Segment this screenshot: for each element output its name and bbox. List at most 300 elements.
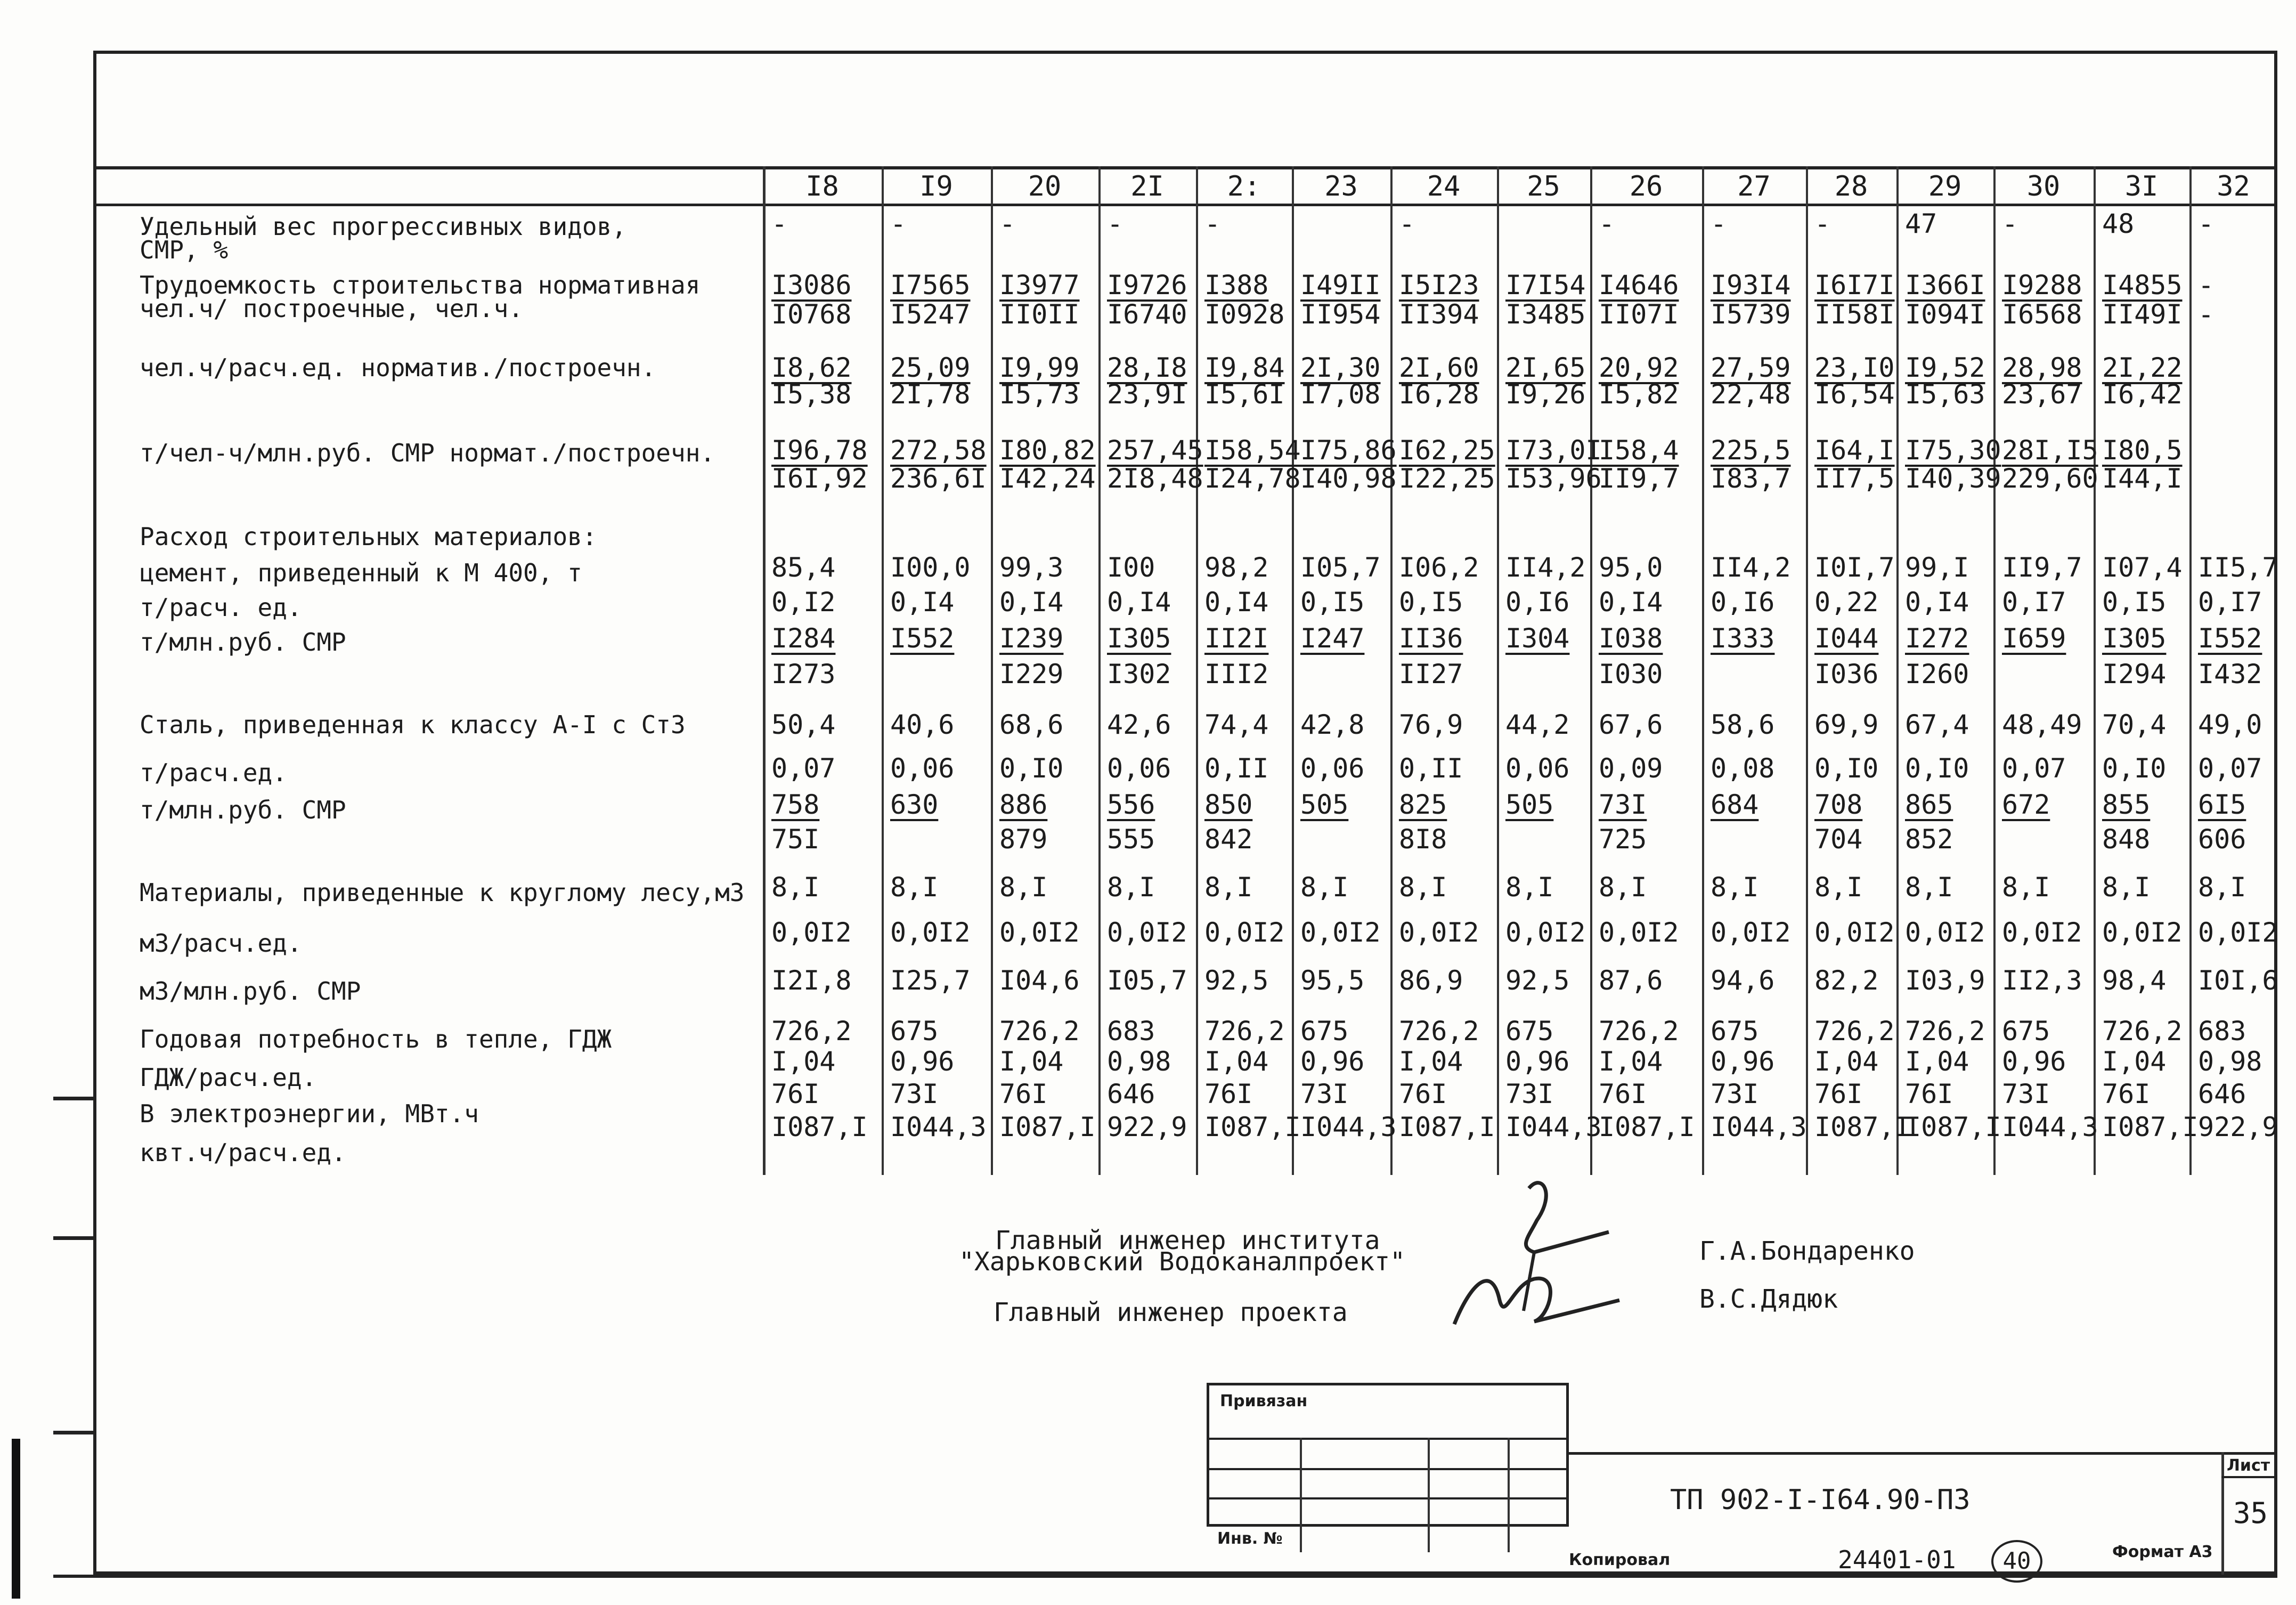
table-cell: I00	[1107, 552, 1155, 583]
table-cell: I305	[2102, 623, 2167, 654]
column-header: I9	[919, 171, 953, 202]
table-cell: I8,62	[771, 352, 852, 383]
table-cell: 23,9I	[1107, 379, 1187, 410]
table-cell: I6,28	[1399, 379, 1479, 410]
table-cell: 675	[1711, 1016, 1759, 1047]
table-cell: I7,08	[1300, 379, 1381, 410]
table-cell: 40,6	[890, 709, 955, 740]
table-cell: 27,59	[1711, 352, 1791, 383]
table-cell: 87,6	[1599, 965, 1663, 996]
table-cell: I038	[1599, 623, 1663, 654]
table-cell: 2I,65	[1505, 352, 1586, 383]
sheet-number: 35	[2233, 1496, 2268, 1530]
table-cell: I58,4	[1599, 435, 1679, 466]
column-border	[1390, 166, 1393, 1175]
table-cell: 92,5	[1505, 965, 1570, 996]
table-cell: 28,98	[2002, 352, 2082, 383]
sheet-cell-border	[2221, 1452, 2224, 1575]
table-cell: I5,6I	[1204, 379, 1285, 410]
column-header: 23	[1324, 171, 1358, 202]
table-cell: I24,78	[1204, 463, 1301, 494]
column-border	[2189, 166, 2192, 1175]
table-cell: I388	[1204, 270, 1269, 301]
table-cell: II27	[1399, 659, 1463, 690]
table-cell: I,04	[1399, 1046, 1463, 1077]
table-cell: 73I	[890, 1079, 939, 1109]
table-cell: 44,2	[1505, 709, 1570, 740]
table-cell: 25,09	[890, 352, 971, 383]
table-cell: I03,9	[1905, 965, 1985, 996]
table-cell: 0,06	[1505, 753, 1570, 784]
table-cell: 726,2	[771, 1016, 852, 1047]
table-cell: -	[771, 208, 788, 239]
table-cell: 0,0I2	[890, 917, 971, 948]
table-cell: 99,I	[1905, 552, 1969, 583]
table-cell: 76I	[771, 1079, 820, 1109]
copied-label: Копировал	[1569, 1551, 1671, 1569]
table-cell: I272	[1905, 623, 1969, 654]
table-cell: 0,I0	[1814, 753, 1879, 784]
table-cell: 850	[1204, 789, 1253, 820]
column-header: 29	[1928, 171, 1962, 202]
table-cell: I,04	[771, 1046, 836, 1077]
table-cell: 22,48	[1711, 379, 1791, 410]
table-cell: 95,5	[1300, 965, 1365, 996]
table-cell: I087,I	[1905, 1112, 2001, 1142]
table-cell: 675	[890, 1016, 939, 1047]
table-cell: 848	[2102, 824, 2151, 855]
table-cell: 630	[890, 789, 939, 820]
table-cell: I0I,7	[1814, 552, 1895, 583]
column-header: 27	[1737, 171, 1771, 202]
table-cell: 8,I	[890, 872, 939, 903]
table-cell: 73I	[1505, 1079, 1554, 1109]
table-cell: 0,98	[2198, 1046, 2262, 1077]
bottom-frame-rule	[53, 1575, 2277, 1578]
table-cell: -	[1399, 208, 1415, 239]
column-header: I8	[805, 171, 839, 202]
table-cell: 0,08	[1711, 753, 1775, 784]
table-cell: I62,25	[1399, 435, 1495, 466]
table-cell: 708	[1814, 789, 1863, 820]
table-cell: 726,2	[2102, 1016, 2183, 1047]
table-cell: 0,0I2	[2198, 917, 2278, 948]
row-label: В электроэнергии, МВт.ч	[140, 1099, 479, 1128]
column-header: 3I	[2124, 171, 2159, 202]
table-cell: I9,99	[999, 352, 1080, 383]
table-cell: 0,07	[2198, 753, 2262, 784]
table-cell: 0,0I2	[999, 917, 1080, 948]
table-cell: I2I,8	[771, 965, 852, 996]
table-cell: 8,I	[999, 872, 1048, 903]
table-cell: II2I	[1204, 623, 1269, 654]
table-cell: 225,5	[1711, 435, 1791, 466]
table-cell: 69,9	[1814, 709, 1879, 740]
table-cell: I044,3	[1711, 1112, 1807, 1142]
column-border	[1702, 166, 1704, 1175]
table-cell: 922,9	[2198, 1112, 2278, 1142]
table-cell: I044,3	[890, 1112, 987, 1142]
table-cell: 683	[2198, 1016, 2246, 1047]
table-cell: I3086	[771, 270, 852, 301]
table-cell: 28I,I5	[2002, 435, 2098, 466]
table-cell: I40,98	[1300, 463, 1397, 494]
table-cell: II0II	[999, 299, 1080, 330]
table-cell: I25,7	[890, 965, 971, 996]
table-cell: 257,45	[1107, 435, 1203, 466]
table-cell: I05,7	[1107, 965, 1187, 996]
column-header: 20	[1028, 171, 1062, 202]
table-cell: I5,38	[771, 379, 852, 410]
column-border	[1806, 166, 1808, 1175]
table-cell: 73I	[1300, 1079, 1349, 1109]
column-header: 24	[1427, 171, 1461, 202]
table-cell: 42,6	[1107, 709, 1171, 740]
table-cell: I044	[1814, 623, 1879, 654]
table-cell: 8,I	[1107, 872, 1155, 903]
table-cell: I5I23	[1399, 270, 1479, 301]
table-cell: I305	[1107, 623, 1171, 654]
stamp-linked-label: Привязан	[1220, 1392, 1308, 1411]
table-cell: I44,I	[2102, 463, 2183, 494]
table-cell: I087,I	[999, 1112, 1096, 1142]
table-cell: 0,I0	[2102, 753, 2167, 784]
table-cell: 555	[1107, 824, 1155, 855]
table-cell: 0,0I2	[1599, 917, 1679, 948]
table-cell: I04,6	[999, 965, 1080, 996]
table-cell: 0,96	[890, 1046, 955, 1077]
table-cell: 0,06	[1107, 753, 1171, 784]
format-label: Формат А3	[2112, 1543, 2213, 1561]
row-label: квт.ч/расч.ед.	[140, 1138, 346, 1167]
row-label: чел.ч/расч.ед. норматив./построечн.	[140, 353, 656, 382]
table-cell: I5,82	[1599, 379, 1679, 410]
row-label: чел.ч/ построечные, чел.ч.	[140, 294, 524, 323]
margin-tick-3	[53, 1431, 93, 1434]
table-cell: I239	[999, 623, 1064, 654]
table-cell: I044,3	[1300, 1112, 1397, 1142]
table-cell: I659	[2002, 623, 2066, 654]
header-bottom-rule	[93, 204, 2277, 206]
table-cell: I284	[771, 623, 836, 654]
table-cell: I087,I	[1399, 1112, 1495, 1142]
signer-name-1: Г.А.Бондаренко	[1699, 1236, 1915, 1266]
table-cell: 58,6	[1711, 709, 1775, 740]
stamp-rule-4	[1207, 1524, 1569, 1526]
table-cell: 20,92	[1599, 352, 1679, 383]
table-cell: 0,I6	[1505, 587, 1570, 618]
table-cell: 8I8	[1399, 824, 1447, 855]
table-cell: 726,2	[1814, 1016, 1895, 1047]
table-cell: II954	[1300, 299, 1381, 330]
table-cell: 0,I4	[1905, 587, 1969, 618]
table-cell: 0,0I2	[1711, 917, 1791, 948]
table-cell: 0,07	[2002, 753, 2066, 784]
table-cell: 94,6	[1711, 965, 1775, 996]
table-cell: 606	[2198, 824, 2246, 855]
table-cell: 0,98	[1107, 1046, 1171, 1077]
table-cell: 48	[2102, 208, 2135, 239]
table-cell: I22,25	[1399, 463, 1495, 494]
table-cell: 0,09	[1599, 753, 1663, 784]
table-cell: 0,I4	[1204, 587, 1269, 618]
table-cell: I07,4	[2102, 552, 2183, 583]
column-header: 32	[2217, 171, 2250, 202]
table-cell: I6568	[2002, 299, 2082, 330]
signer-name-2: В.С.Дядюк	[1699, 1284, 1838, 1314]
chief-institute-line1: Главный инженер института	[995, 1226, 1380, 1255]
table-cell: 73I	[1711, 1079, 1759, 1109]
table-cell: 8,I	[2102, 872, 2151, 903]
table-cell: I432	[2198, 659, 2262, 690]
table-cell: I4855	[2102, 270, 2183, 301]
table-cell: I6,42	[2102, 379, 2183, 410]
table-cell: II7,5	[1814, 463, 1895, 494]
table-cell: 0,I7	[2198, 587, 2262, 618]
table-cell: 683	[1107, 1016, 1155, 1047]
table-cell: 82,2	[1814, 965, 1879, 996]
table-cell: 758	[771, 789, 820, 820]
column-border	[1590, 166, 1592, 1175]
table-cell: I73,0I	[1505, 435, 1602, 466]
table-cell: 0,96	[1300, 1046, 1365, 1077]
table-cell: 0,96	[1505, 1046, 1570, 1077]
table-cell: I,04	[1204, 1046, 1269, 1077]
table-cell: I58,54	[1204, 435, 1301, 466]
table-cell: 0,I5	[1399, 587, 1463, 618]
table-cell: 675	[2002, 1016, 2050, 1047]
table-cell: I552	[890, 623, 955, 654]
table-cell: I229	[999, 659, 1064, 690]
table-cell: I,04	[1814, 1046, 1879, 1077]
page-circle	[1991, 1540, 2042, 1583]
table-cell: 0,0I2	[1107, 917, 1187, 948]
table-cell: 76,9	[1399, 709, 1463, 740]
row-label: т/расч. ед.	[140, 593, 302, 622]
table-cell: I5,63	[1905, 379, 1985, 410]
table-cell: I5,73	[999, 379, 1080, 410]
table-cell: I9,84	[1204, 352, 1285, 383]
table-cell: I4646	[1599, 270, 1679, 301]
table-cell: 2I,22	[2102, 352, 2183, 383]
table-cell: 726,2	[999, 1016, 1080, 1047]
table-cell: 236,6I	[890, 463, 987, 494]
table-cell: I0768	[771, 299, 852, 330]
table-cell: 23,I0	[1814, 352, 1895, 383]
table-cell: I294	[2102, 659, 2167, 690]
table-cell: 42,8	[1300, 709, 1365, 740]
table-cell: I9,52	[1905, 352, 1985, 383]
table-cell: I3485	[1505, 299, 1586, 330]
table-cell: 704	[1814, 824, 1863, 855]
table-cell: I05,7	[1300, 552, 1381, 583]
table-cell: 76I	[1399, 1079, 1447, 1109]
label-column-border	[763, 166, 766, 1175]
table-cell: 886	[999, 789, 1048, 820]
column-header: 25	[1527, 171, 1560, 202]
table-cell: 28,I8	[1107, 352, 1187, 383]
table-cell: II9,7	[1599, 463, 1679, 494]
table-cell: 8,I	[1599, 872, 1647, 903]
row-label: м3/млн.руб. СМР	[140, 977, 361, 1006]
column-header: 26	[1629, 171, 1663, 202]
table-cell: I087,I	[2102, 1112, 2199, 1142]
table-cell: II07I	[1599, 299, 1679, 330]
table-cell: -	[2198, 208, 2214, 239]
table-cell: I333	[1711, 623, 1775, 654]
table-cell: I030	[1599, 659, 1663, 690]
document-code: ТП 902-I-I64.90-ПЗ	[1670, 1484, 1971, 1516]
table-cell: 47	[1905, 208, 1937, 239]
table-cell: II9,7	[2002, 552, 2082, 583]
table-cell: 0,22	[1814, 587, 1879, 618]
table-cell: I552	[2198, 623, 2262, 654]
table-cell: I302	[1107, 659, 1171, 690]
table-cell: 75I	[771, 824, 820, 855]
table-cell: 48,49	[2002, 709, 2082, 740]
column-border	[1292, 166, 1294, 1175]
table-cell: I7I54	[1505, 270, 1586, 301]
table-cell: 73I	[1599, 789, 1647, 820]
table-cell: 8,I	[1204, 872, 1253, 903]
table-cell: 8,I	[1399, 872, 1447, 903]
table-cell: I6I,92	[771, 463, 868, 494]
table-cell: 0,I4	[1599, 587, 1663, 618]
table-cell: I044,3	[2002, 1112, 2098, 1142]
table-cell: 0,0I2	[771, 917, 852, 948]
table-cell: 92,5	[1204, 965, 1269, 996]
table-cell: 865	[1905, 789, 1953, 820]
table-cell: -	[1599, 208, 1615, 239]
table-cell: 505	[1505, 789, 1554, 820]
margin-tick-2	[53, 1236, 93, 1240]
table-cell: I00,0	[890, 552, 971, 583]
table-cell: 2I,78	[890, 379, 971, 410]
table-cell: I0928	[1204, 299, 1285, 330]
row-label: Трудоемкость строительства нормативная	[140, 271, 701, 299]
table-cell: -	[1711, 208, 1727, 239]
table-cell: 6I5	[2198, 789, 2246, 820]
handwritten-signature	[1449, 1172, 1651, 1338]
row-label: СМР, %	[140, 236, 229, 264]
sheet-cell-divider	[2221, 1476, 2277, 1478]
column-border	[882, 166, 884, 1175]
table-cell: I,04	[1905, 1046, 1969, 1077]
table-cell: 67,6	[1599, 709, 1663, 740]
table-cell: II5,7	[2198, 552, 2278, 583]
table-cell: 0,0I2	[1300, 917, 1381, 948]
table-cell: I42,24	[999, 463, 1096, 494]
table-cell: I64,I	[1814, 435, 1895, 466]
table-cell: 0,07	[771, 753, 836, 784]
table-cell: I83,7	[1711, 463, 1791, 494]
table-cell: 0,I0	[999, 753, 1064, 784]
table-cell: I9288	[2002, 270, 2082, 301]
table-cell: I260	[1905, 659, 1969, 690]
row-label: Расход строительных материалов:	[140, 522, 597, 551]
column-border	[1896, 166, 1899, 1175]
table-cell: I49II	[1300, 270, 1381, 301]
table-cell: 50,4	[771, 709, 836, 740]
table-cell: I,04	[1599, 1046, 1663, 1077]
table-cell: 85,4	[771, 552, 836, 583]
table-cell: II2,3	[2002, 965, 2082, 996]
table-cell: 726,2	[1905, 1016, 1985, 1047]
table-cell: I7565	[890, 270, 971, 301]
margin-bar	[12, 1439, 20, 1599]
table-cell: 725	[1599, 824, 1647, 855]
table-cell: I273	[771, 659, 836, 690]
table-cell: I75,86	[1300, 435, 1397, 466]
table-cell: -	[1814, 208, 1831, 239]
table-cell: 0,0I2	[1814, 917, 1895, 948]
table-cell: I06,2	[1399, 552, 1479, 583]
table-cell: 0,06	[890, 753, 955, 784]
column-border	[2094, 166, 2096, 1175]
table-cell: 0,I7	[2002, 587, 2066, 618]
table-cell: 70,4	[2102, 709, 2167, 740]
table-cell: 95,0	[1599, 552, 1663, 583]
column-border	[1196, 166, 1198, 1175]
margin-tick-1	[53, 1097, 93, 1100]
table-cell: 0,I4	[1107, 587, 1171, 618]
table-cell: 0,I5	[1300, 587, 1365, 618]
table-cell: 76I	[1204, 1079, 1253, 1109]
table-cell: I304	[1505, 623, 1570, 654]
table-cell: I93I4	[1711, 270, 1791, 301]
table-cell: 505	[1300, 789, 1349, 820]
table-cell: I087,I	[1204, 1112, 1301, 1142]
table-cell: 73I	[2002, 1079, 2050, 1109]
table-cell: I5739	[1711, 299, 1791, 330]
archive-number: 24401-01	[1838, 1545, 1956, 1574]
table-cell: 684	[1711, 789, 1759, 820]
table-cell: 8,I	[2198, 872, 2246, 903]
table-cell: 0,0I2	[1505, 917, 1586, 948]
stamp-inv-label: Инв. №	[1217, 1529, 1283, 1548]
table-cell: I53,96	[1505, 463, 1602, 494]
table-cell: -	[2198, 270, 2214, 301]
row-label: Сталь, приведенная к классу А-I с Ст3	[140, 710, 686, 739]
row-label: ГДЖ/расч.ед.	[140, 1063, 317, 1092]
table-cell: 825	[1399, 789, 1447, 820]
table-cell: 855	[2102, 789, 2151, 820]
table-cell: II4,2	[1711, 552, 1791, 583]
table-cell: I094I	[1905, 299, 1985, 330]
table-cell: 0,II	[1204, 753, 1269, 784]
table-cell: 556	[1107, 789, 1155, 820]
table-cell: 68,6	[999, 709, 1064, 740]
table-cell: II36	[1399, 623, 1463, 654]
table-cell: 0,I4	[890, 587, 955, 618]
table-cell: 842	[1204, 824, 1253, 855]
table-cell: I80,5	[2102, 435, 2183, 466]
table-cell: I40,39	[1905, 463, 2001, 494]
stamp-col-3	[1508, 1438, 1510, 1552]
table-cell: I247	[1300, 623, 1365, 654]
row-label: т/чел-ч/млн.руб. СМР нормат./построечн.	[140, 439, 715, 467]
table-cell: I6I7I	[1814, 270, 1895, 301]
table-cell: 8,I	[2002, 872, 2050, 903]
table-cell: 0,0I2	[1905, 917, 1985, 948]
table-cell: I6,54	[1814, 379, 1895, 410]
column-border	[1497, 166, 1499, 1175]
table-cell: 8,I	[1711, 872, 1759, 903]
row-label: Годовая потребность в тепле, ГДЖ	[140, 1025, 612, 1053]
table-cell: 23,67	[2002, 379, 2082, 410]
table-cell: 879	[999, 824, 1048, 855]
chief-project-title: Главный инженер проекта	[994, 1298, 1348, 1327]
